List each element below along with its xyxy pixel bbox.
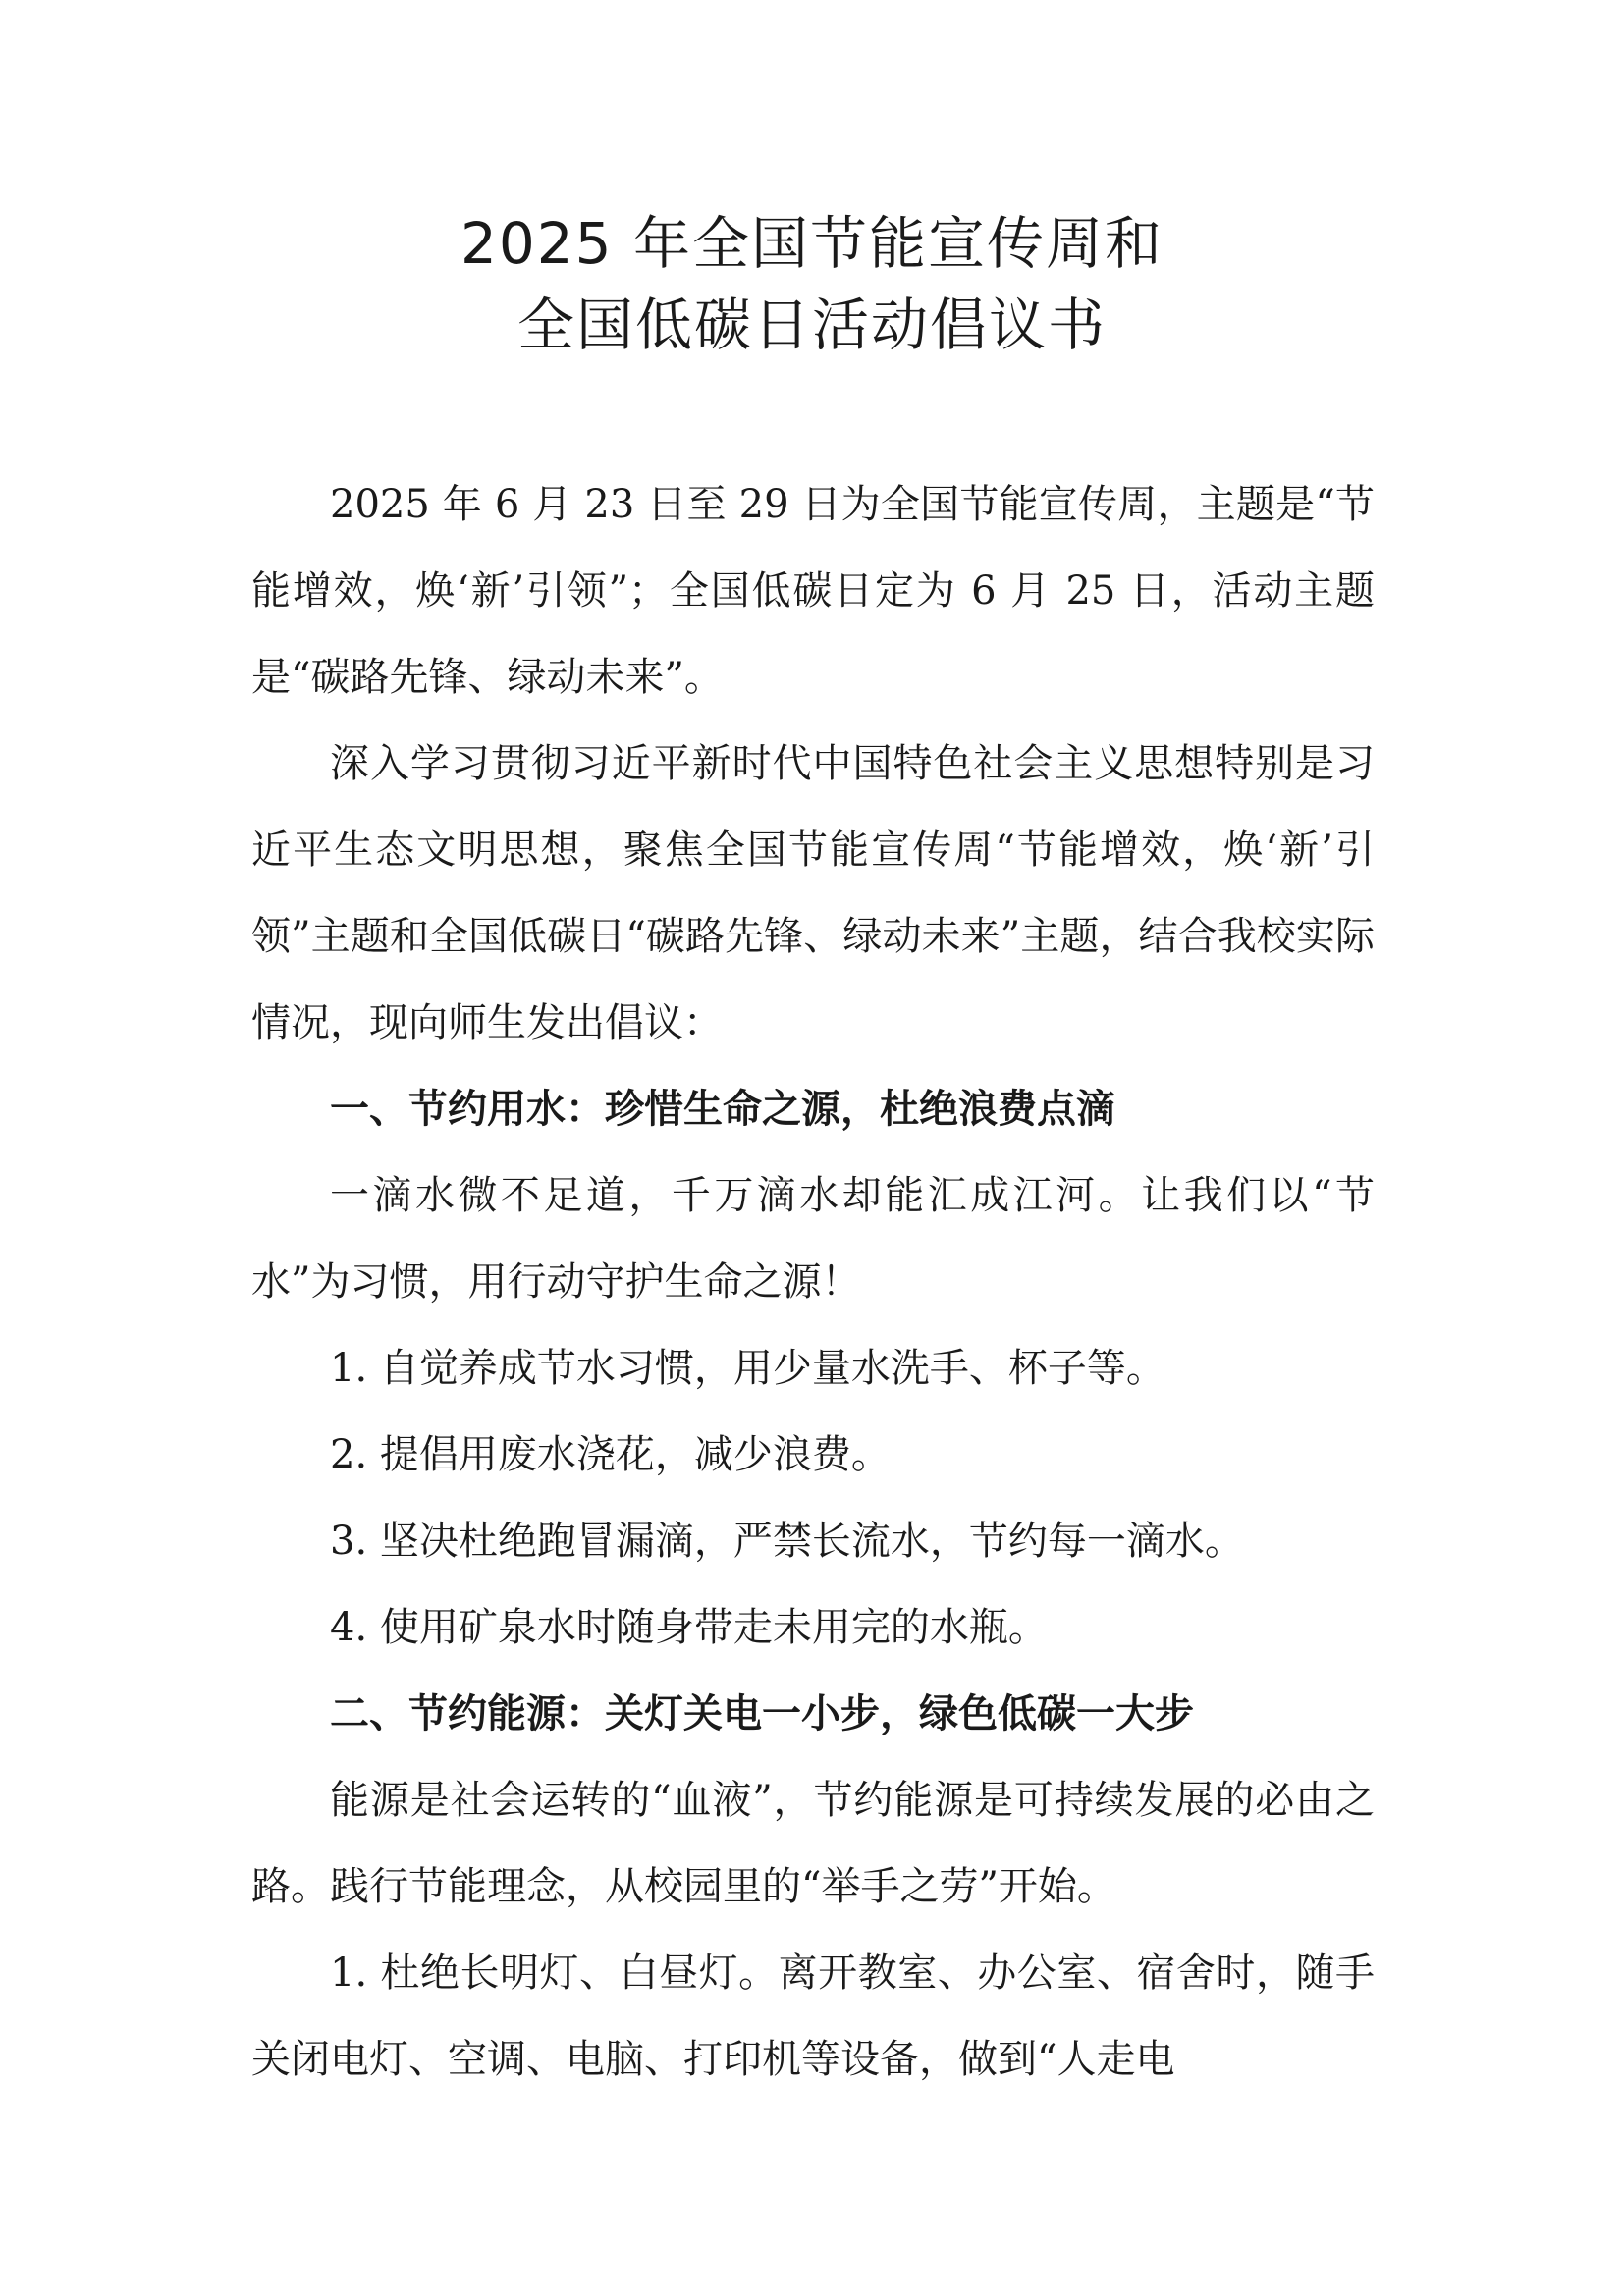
energy-intro-paragraph: 能源是社会运转的“血液”，节约能源是可持续发展的必由之路。践行节能理念，从校园里的“举手之劳”开始。 (251, 1778, 1375, 1909)
water-intro-paragraph: 一滴水微不足道，千万滴水却能汇成江河。让我们以“节水”为习惯，用行动守护生命之源！ (251, 1173, 1375, 1305)
proposal-paragraph: 深入学习贯彻习近平新时代中国特色社会主义思想特别是习近平生态文明思想，聚焦全国节能宣传周“节能增效，焕‘新’引领”主题和全国低碳日“碳路先锋、绿动未来”主题，结合我校实际情况，现向师生发出倡议： (251, 741, 1375, 1045)
intro-paragraph: 2025 年 6 月 23 日至 29 日为全国节能宣传周，主题是“节能增效，焕‘新’引领”；全国低碳日定为 6 月 25 日，活动主题是“碳路先锋、绿动未来”。 (251, 482, 1375, 700)
document-body (251, 461, 1375, 2103)
section-heading-energy: 二、节约能源：关灯关电一小步，绿色低碳一大步 (330, 1691, 1194, 1736)
water-item-1: 1. 自觉养成节水习惯，用少量水洗手、杯子等。 (330, 1346, 1165, 1391)
document-title-line-1: 2025 年全国节能宣传周和 (460, 210, 1164, 277)
water-item-3: 3. 坚决杜绝跑冒漏滴，严禁长流水，节约每一滴水。 (330, 1519, 1244, 1564)
water-item-2: 2. 提倡用废水浇花，减少浪费。 (330, 1432, 891, 1477)
document-title-line-2: 全国低碳日活动倡议书 (516, 292, 1107, 358)
water-item-4: 4. 使用矿泉水时随身带走未用完的水瓶。 (330, 1605, 1048, 1650)
energy-item-1: 1. 杜绝长明灯、白昼灯。离开教室、办公室、宿舍时，随手关闭电灯、空调、电脑、打印机等设备，做到“人走电 (251, 1950, 1375, 2082)
section-heading-water: 一、节约用水：珍惜生命之源，杜绝浪费点滴 (330, 1087, 1115, 1132)
